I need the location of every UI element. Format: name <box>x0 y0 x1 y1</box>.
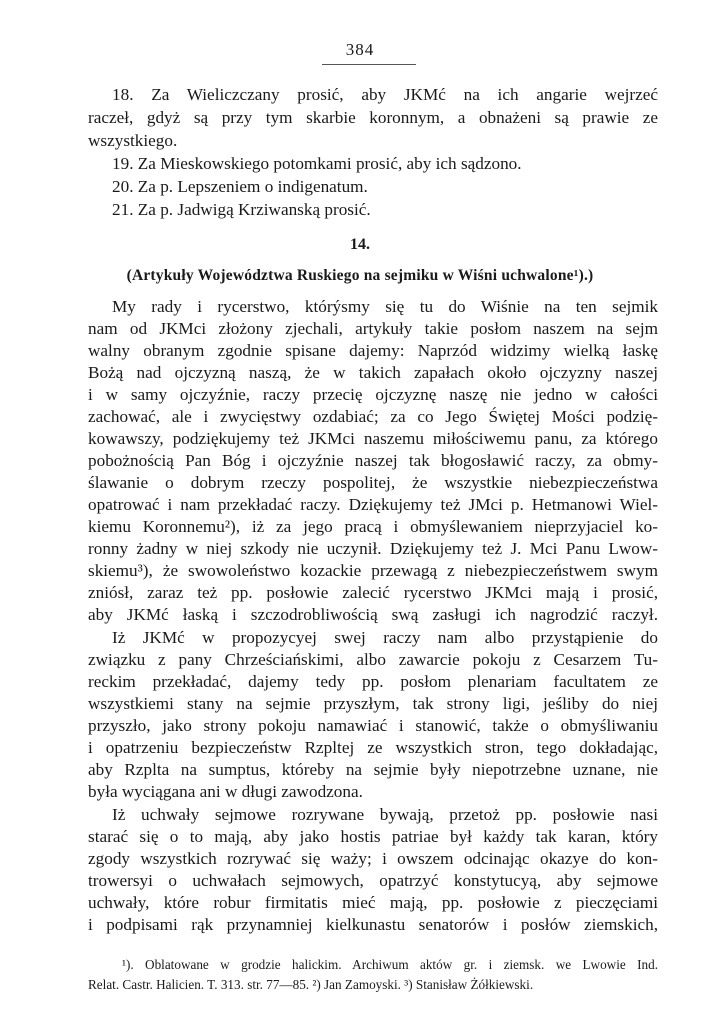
body-line: starać się o to mają, aby jako hostis patriae był każdy tak karan, który <box>88 827 658 846</box>
list-line: 18. Za Wieliczczany prosić, aby JKMć na ich angarie wejrzeć <box>112 85 658 104</box>
body-line: pobożnością Pan Bóg i ojczyźnie naszej tak błogosławić raczy, za obmy- <box>88 451 658 470</box>
body-line: My rady i rycerstwo, którýsmy się tu do Wiśnie na ten sejmik <box>112 297 658 316</box>
body-line: Iż JKMć w propozycyej swej raczy nam albo przystąpienie do <box>112 628 658 647</box>
page-number-rule <box>322 64 416 65</box>
body-line: ślawanie o dobrym rzeczy pospolitej, że wszystkie niebezpieczeństwa <box>88 473 658 492</box>
list-line: 21. Za p. Jadwigą Krziwanską prosić. <box>112 200 371 219</box>
body-line: i w samy ojczyźnie, raczy przecię ojczyznę naszę nie jedno w całości <box>88 385 658 404</box>
body-line: związku z pany Chrześciańskimi, albo zawarcie pokoju z Cesarzem Tu- <box>88 650 658 669</box>
body-line: Iż uchwały sejmowe rozrywane bywają, przetoż pp. posłowie nasi <box>112 805 658 824</box>
body-line: i podpisami rąk przynamniej kielkunastu senatorów i posłów ziemskich, <box>88 915 658 934</box>
footnote-line: ¹). Oblatowane w grodzie halickim. Archiwum aktów gr. i ziemsk. we Lwowie Ind. <box>122 957 658 972</box>
body-line: zachować, ale i zwycięstwy ozdabiać; za co Jego Świętej Mości podzię- <box>88 407 658 426</box>
body-line: zniósł, zaraz też pp. posłowie zalecić rycerstwo JKMci mają i prosić, <box>88 583 658 602</box>
body-line: uchwały, które robur firmitatis mieć mają, pp. posłowie z pieczęciami <box>88 893 658 912</box>
body-line: skiemu³), że swowoleństwo kozackie przewagą z niebezpieczeństwem swym <box>88 561 658 580</box>
body-line: walny obranym zgodnie spisane dajemy: Naprzód widzimy wielką łaskę <box>88 341 658 360</box>
section-number: 14. <box>350 236 370 253</box>
list-line: 20. Za p. Lepszeniem o indigenatum. <box>112 177 368 196</box>
body-line: kowawszy, podziękujemy też JKMci naszemu miłościwemu panu, za którego <box>88 429 658 448</box>
body-line: przyszło, jako strony pokoju namawiać i stanowić, także o obmyśliwaniu <box>88 716 658 735</box>
body-line: opatrować i nam przekładać raczy. Dziękujemy też JMci p. Hetmanowi Wiel- <box>88 495 658 514</box>
body-line: zgody wszystkich rozrywać się waży; i owszem odcinając okazye do kon- <box>88 849 658 868</box>
body-line: reckim przekładać, dajemy tedy pp. posłom plenariam facultatem ze <box>88 672 658 691</box>
body-line: i opatrzeniu bezpieczeństw Rzpltej ze wszystkich stron, tego dokładając, <box>88 738 658 757</box>
body-line: aby JKMć łaską i szczodrobliwością swą zasługi ich nagrodzić raczył. <box>88 605 658 624</box>
body-line: ronny żadny w niej szkody nie uczynił. Dziękujemy też J. Mci Panu Lwow- <box>88 539 658 558</box>
footnote-line: Relat. Castr. Halicien. T. 313. str. 77—85. ²) Jan Zamoyski. ³) Stanisław Żółkiewski. <box>88 977 534 992</box>
body-line: aby Rzplta na sumptus, któreby na sejmie były niepotrzebne uznane, nie <box>88 760 658 779</box>
body-line: trowersyi o uchwałach sejmowych, opatrzyć konstytucyą, aby sejmowe <box>88 871 658 890</box>
list-line: raczeł, gdyż są przy tym skarbie koronnym, a obnażeni są prawie ze <box>88 108 658 127</box>
body-line: kiemu Koronnemu²), iż za jego pracą i obmyślewaniem nieprzyjaciel ko- <box>88 517 658 536</box>
body-line: nam od JKMci złożony zjechali, artykuły takie posłom naszem na sejm <box>88 319 658 338</box>
page-number: 384 <box>345 40 375 59</box>
section-title: (Artykuły Województwa Ruskiego na sejmiku w Wiśni uchwalone¹).) <box>126 267 594 284</box>
body-line: wszystkiemi stany na sejmie przyszłym, tak strony ligi, jeśliby do niej <box>88 694 658 713</box>
body-line: Bożą nad ojczyzną naszą, że w takich zapałach około ojczyzny naszej <box>88 363 658 382</box>
body-line: była wyciągana ani w długi zawodzona. <box>88 782 363 801</box>
list-line: 19. Za Mieskowskiego potomkami prosić, aby ich sądzono. <box>112 154 522 173</box>
list-line: wszystkiego. <box>88 131 178 150</box>
